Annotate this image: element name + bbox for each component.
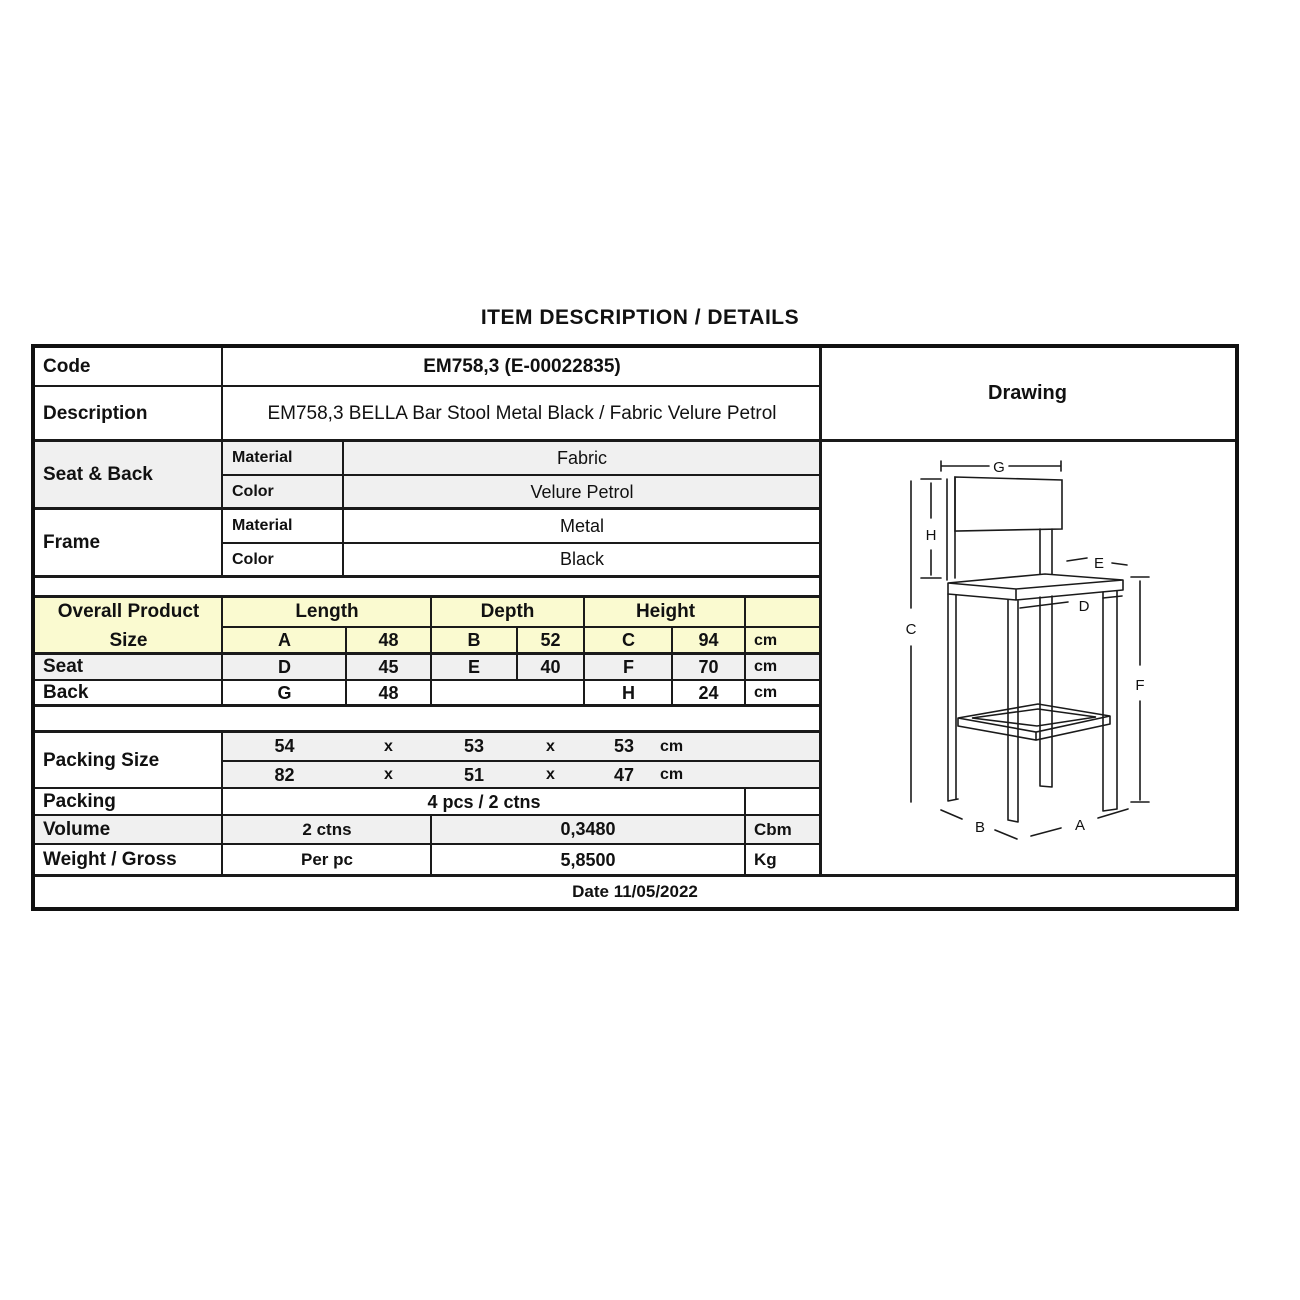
dim-d-label: D (1078, 598, 1090, 615)
drawing-title: Drawing (988, 382, 1067, 404)
height-header: Height (635, 601, 696, 622)
packing-row1-dim3: 53 (613, 736, 635, 756)
overall-length-value: 48 (378, 630, 399, 650)
packing-label: Packing (43, 791, 116, 812)
frame-color-label: Color (232, 550, 274, 568)
frame-color-value: Black (559, 549, 604, 569)
dim-b-label: B (974, 819, 986, 836)
length-header: Length (295, 601, 359, 622)
packing-row2-unit: cm (660, 766, 684, 783)
overall-height-value: 94 (698, 630, 719, 650)
overall-depth-key: B (467, 630, 481, 650)
seatback-material-value: Fabric (556, 447, 607, 468)
date-row: Date 11/05/2022 (572, 881, 698, 901)
grid-line (583, 597, 585, 706)
packing-row1-unit: cm (660, 737, 684, 755)
weight-value: 5,8500 (560, 849, 616, 870)
volume-label: Volume (43, 818, 111, 840)
frame-label: Frame (43, 532, 101, 553)
stool-leg-back-left (948, 594, 958, 801)
code-label: Code (43, 356, 91, 377)
back-unit: cm (754, 684, 778, 701)
volume-value: 0,3480 (560, 819, 616, 839)
depth-header: Depth (480, 601, 535, 622)
size-label-line2: Size (109, 629, 148, 651)
stool-backrest-panel (955, 477, 1062, 531)
packing-row1-dim2: 53 (463, 736, 485, 756)
back-height-key: H (622, 682, 635, 703)
seatback-label: Seat & Back (43, 464, 153, 485)
packing-row1-sep1: x (384, 737, 393, 755)
seat-depth-key: E (467, 656, 480, 677)
overall-unit: cm (754, 631, 778, 649)
dim-f-label: F (1135, 677, 1145, 694)
seat-depth-value: 40 (540, 656, 561, 677)
weight-label: Weight / Gross (43, 849, 177, 870)
dim-g-label: G (993, 459, 1005, 476)
details-table (31, 344, 1239, 911)
stool-leg-front (1008, 600, 1018, 822)
packing-row2-dim2: 51 (463, 764, 485, 785)
overall-length-key: A (278, 630, 291, 650)
seat-length-key: D (278, 656, 291, 677)
dim-a-label: A (1074, 817, 1086, 834)
stool-leg-right (1103, 591, 1117, 811)
packing-row1-sep2: x (546, 737, 555, 755)
back-height-value: 24 (698, 682, 719, 703)
stool-back-post-right (1040, 529, 1052, 574)
description-value: EM758,3 BELLA Bar Stool Metal Black / Fabric Velure Petrol (267, 402, 777, 424)
packing-row2-dim1: 82 (274, 764, 295, 785)
stool-footrest (958, 704, 1110, 740)
seat-height-key: F (623, 656, 634, 677)
weight-unit: Kg (754, 850, 777, 869)
overall-depth-value: 52 (540, 630, 561, 650)
dim-h-label: H (925, 527, 937, 544)
volume-unit: Cbm (754, 819, 792, 839)
code-value: EM758,3 (E-00022835) (423, 356, 621, 377)
description-label: Description (43, 402, 148, 424)
stool-drawing (890, 450, 1170, 850)
back-length-value: 48 (378, 682, 399, 703)
back-row-label: Back (43, 682, 89, 703)
stool-back-post-left (947, 477, 955, 580)
packing-row2-dim3: 47 (613, 764, 635, 785)
frame-material-label: Material (232, 517, 293, 534)
seat-height-value: 70 (698, 656, 719, 677)
seatback-color-label: Color (232, 483, 274, 500)
frame-material-value: Metal (559, 515, 604, 536)
dim-e-label: E (1093, 555, 1105, 572)
seat-row-label: Seat (43, 656, 84, 677)
page-title: ITEM DESCRIPTION / DETAILS (480, 306, 800, 329)
seat-unit: cm (754, 658, 778, 675)
weight-qty: Per pc (301, 850, 353, 869)
volume-qty: 2 ctns (302, 819, 352, 839)
packing-row2-sep1: x (384, 766, 393, 783)
packing-row2-sep2: x (546, 766, 555, 783)
overall-height-key: C (622, 630, 635, 650)
back-length-key: G (277, 682, 292, 703)
seatback-material-label: Material (232, 449, 293, 466)
packing-row1-dim1: 54 (274, 736, 295, 756)
packing-value: 4 pcs / 2 ctns (427, 791, 541, 812)
size-label-line1: Overall Product (57, 601, 200, 622)
packing-size-label: Packing Size (43, 749, 160, 771)
dim-c-label: C (905, 621, 917, 638)
stool-leg-back-right (1040, 596, 1052, 787)
seat-length-value: 45 (378, 656, 399, 677)
seatback-color-value: Velure Petrol (530, 481, 634, 502)
stool-seat (948, 574, 1123, 600)
